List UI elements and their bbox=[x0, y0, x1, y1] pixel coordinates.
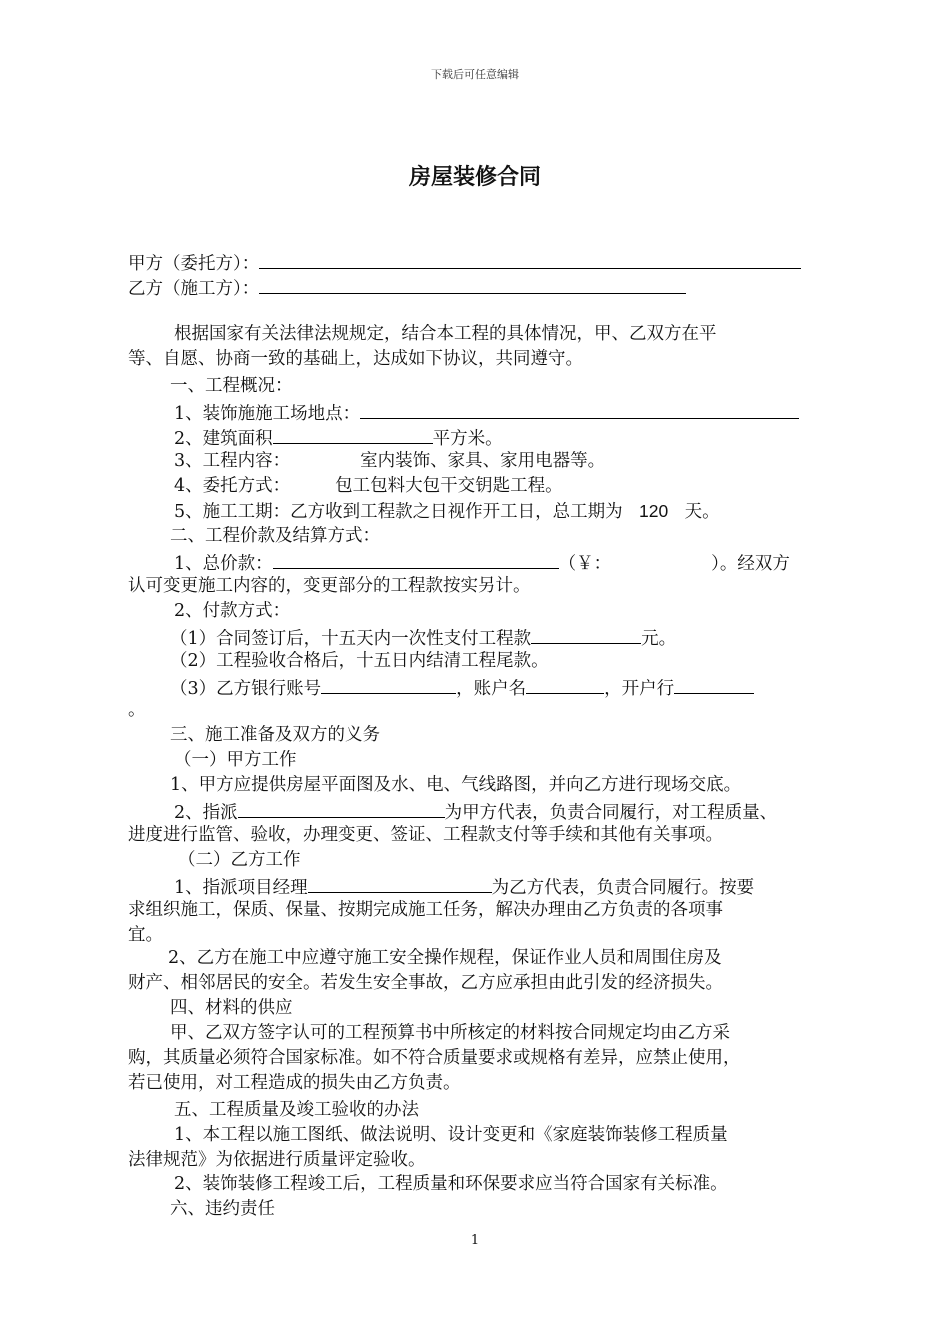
bank-account-label: （3）乙方银行账号 bbox=[170, 679, 322, 698]
party-a-blank[interactable] bbox=[259, 249, 801, 269]
party-a-label: 甲方（委托方）： bbox=[128, 254, 260, 273]
payment-item-1-text: （1）合同签订后，十五天内一次性支付工程款 bbox=[170, 629, 532, 648]
quality-item-2: 2、装饰装修工程竣工后，工程质量和环保要求应当符合国家有关标准。 bbox=[174, 1174, 728, 1194]
total-price-cont: 认可变更施工内容的，变更部分的工程款按实另计。 bbox=[128, 576, 531, 596]
materials-line-3: 若已使用，对工程造成的损失由乙方负责。 bbox=[128, 1073, 461, 1093]
floor-area-label: 2、建筑面积 bbox=[174, 429, 273, 448]
site-location-label: 1、装饰施施工场地点： bbox=[174, 404, 361, 423]
party-b-duty-1-cont-2: 宜。 bbox=[128, 925, 163, 945]
duration-unit: 天。 bbox=[684, 502, 720, 522]
payment-item-3-end: 。 bbox=[128, 700, 146, 720]
quality-item-1: 1、本工程以施工图纸、做法说明、设计变更和《家庭装饰装修工程质量 bbox=[174, 1125, 728, 1145]
floor-area-unit: 平方米。 bbox=[432, 429, 503, 448]
account-name-label: ，账户名 bbox=[456, 679, 527, 698]
total-price-tail: ）。经双方 bbox=[711, 554, 790, 573]
payment-item-1-blank[interactable] bbox=[531, 624, 641, 644]
section-5-heading: 五、工程质量及竣工验收的办法 bbox=[174, 1100, 419, 1120]
party-b-duty-1 bbox=[128, 873, 833, 897]
total-price-rmb: （￥： bbox=[558, 554, 612, 573]
party-b-duties-heading: （二）乙方工作 bbox=[178, 850, 301, 870]
total-price-blank[interactable] bbox=[273, 549, 559, 569]
work-content-value: 室内装饰、家具、家用电器等。 bbox=[290, 449, 783, 473]
project-manager-text: 为乙方代表，负责合同履行。按要 bbox=[491, 878, 755, 897]
party-a-rep-label: 2、指派 bbox=[174, 803, 238, 822]
section-4-heading: 四、材料的供应 bbox=[170, 998, 293, 1018]
bank-account-blank[interactable] bbox=[321, 674, 456, 694]
duration-line bbox=[128, 499, 833, 523]
floor-area-blank[interactable] bbox=[273, 424, 433, 444]
work-content-line bbox=[128, 449, 833, 473]
payment-item-1-unit: 元。 bbox=[641, 629, 677, 648]
party-b-duty-2-cont: 财产、相邻居民的安全。若发生安全事故，乙方应承担由此引发的经济损失。 bbox=[128, 973, 723, 993]
party-a-line bbox=[128, 249, 833, 273]
intro-line-1: 根据国家有关法律法规规定，结合本工程的具体情况，甲、乙双方在平 bbox=[174, 324, 717, 344]
payment-item-1 bbox=[128, 624, 833, 648]
payment-method-label: 2、付款方式： bbox=[174, 601, 291, 621]
section-6-heading: 六、违约责任 bbox=[170, 1199, 275, 1219]
party-b-label: 乙方（施工方）： bbox=[128, 279, 260, 298]
document-title: 房屋装修合同 bbox=[408, 165, 541, 190]
page-number: 1 bbox=[470, 1233, 480, 1248]
account-name-blank[interactable] bbox=[526, 674, 604, 694]
bank-name-blank[interactable] bbox=[674, 674, 754, 694]
section-3-heading: 三、施工准备及双方的义务 bbox=[170, 725, 380, 745]
commission-line bbox=[128, 474, 833, 498]
commission-label: 4、委托方式： bbox=[174, 476, 291, 496]
materials-line-2: 购，其质量必须符合国家标准。如不符合质量要求或规格有差异，应禁止使用， bbox=[128, 1048, 741, 1068]
party-a-duty-1: 1、甲方应提供房屋平面图及水、电、气线路图，并向乙方进行现场交底。 bbox=[170, 775, 742, 795]
payment-item-2: （2）工程验收合格后，十五日内结清工程尾款。 bbox=[170, 651, 549, 671]
project-manager-blank[interactable] bbox=[308, 873, 492, 893]
party-b-line bbox=[128, 274, 833, 298]
party-b-duty-1-cont-1: 求组织施工，保质、保量、按期完成施工任务，解决办理由乙方负责的各项事 bbox=[128, 900, 723, 920]
party-a-duties-heading: （一）甲方工作 bbox=[174, 750, 297, 770]
party-b-blank[interactable] bbox=[259, 274, 686, 294]
section-2-heading: 二、工程价款及结算方式： bbox=[170, 526, 380, 546]
total-price-line bbox=[128, 549, 833, 573]
total-price-label: 1、总价款： bbox=[174, 554, 273, 573]
section-1-heading: 一、工程概况： bbox=[170, 376, 293, 396]
party-b-duty-2: 2、乙方在施工中应遵守施工安全操作规程，保证作业人员和周围住房及 bbox=[168, 948, 722, 968]
intro-line-2: 等、自愿、协商一致的基础上，达成如下协议，共同遵守。 bbox=[128, 349, 583, 369]
header-note: 下载后可任意编辑 bbox=[431, 68, 519, 81]
party-a-rep-blank[interactable] bbox=[238, 798, 445, 818]
party-a-rep-text: 为甲方代表，负责合同履行，对工程质量、 bbox=[444, 803, 778, 822]
site-location-blank[interactable] bbox=[360, 399, 799, 419]
bank-name-label: ，开户行 bbox=[604, 679, 675, 698]
party-a-duty-2-cont: 进度进行监管、验收，办理变更、签证、工程款支付等手续和其他有关事项。 bbox=[128, 825, 723, 845]
work-content-label: 3、工程内容： bbox=[174, 451, 291, 471]
commission-value: 包工包料大包干交钥匙工程。 bbox=[290, 474, 816, 498]
site-location-line bbox=[128, 399, 833, 423]
project-manager-label: 1、指派项目经理 bbox=[174, 878, 308, 897]
party-a-duty-2 bbox=[128, 798, 833, 822]
duration-text: 5、施工工期：乙方收到工程款之日视作开工日，总工期为 bbox=[174, 502, 623, 522]
payment-item-3 bbox=[128, 674, 833, 698]
floor-area-line bbox=[128, 424, 833, 448]
materials-line-1: 甲、乙双方签字认可的工程预算书中所核定的材料按合同规定均由乙方采 bbox=[170, 1023, 730, 1043]
quality-item-1-cont: 法律规范》为依据进行质量评定验收。 bbox=[128, 1150, 426, 1170]
duration-days: 120 bbox=[623, 499, 685, 523]
